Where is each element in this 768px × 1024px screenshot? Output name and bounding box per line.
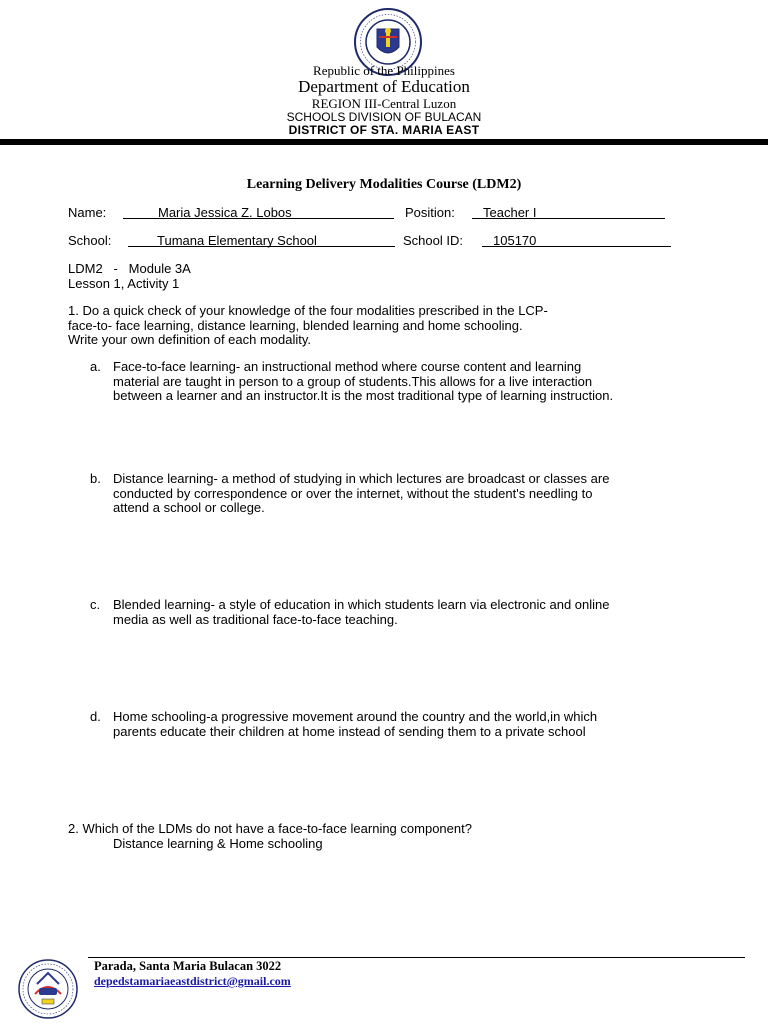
question-2-answer: Distance learning & Home schooling xyxy=(113,836,323,851)
answer-c-line: Blended learning- a style of education in which students learn via electronic and online xyxy=(113,597,610,612)
document-title: Learning Delivery Modalities Course (LDM2) xyxy=(246,177,522,192)
answer-b-line: conducted by correspondence or over the internet, without the student's needling to xyxy=(113,485,593,501)
footer-divider xyxy=(88,957,745,958)
division-label: SCHOOLS DIVISION OF BULACAN xyxy=(286,110,482,124)
answer-d-line: Home schooling-a progressive movement around the country and the world,in which xyxy=(113,709,598,724)
answer-c-line: media as well as traditional face-to-face teaching. xyxy=(113,611,398,627)
module-line: LDM2 - Module 3A xyxy=(68,261,191,276)
school-id-field[interactable]: 105170 xyxy=(493,233,537,248)
name-field[interactable]: Maria Jessica Z. Lobos xyxy=(158,205,292,220)
republic-label: Republic of the Philippines xyxy=(313,63,455,78)
footer-email-link[interactable]: depedstamariaeastdistrict@gmail.com xyxy=(94,974,291,988)
position-field[interactable]: Teacher I xyxy=(483,205,537,220)
answer-a-line: between a learner and an instructor.It is the most traditional type of learning instruction. xyxy=(113,388,614,404)
name-label: Name: xyxy=(68,205,107,220)
answer-a-line: material are taught in person to a group of students.This allows for a live interaction xyxy=(113,373,593,389)
footer-address: Parada, Santa Maria Bulacan 3022 xyxy=(94,959,282,973)
school-field[interactable]: Tumana Elementary School xyxy=(157,233,317,248)
question-2: 2. Which of the LDMs do not have a face-to-face learning component? xyxy=(68,821,472,836)
answer-b-line: attend a school or college. xyxy=(113,500,265,516)
department-name: Department of Education xyxy=(298,77,470,96)
answer-d-line: parents educate their children at home instead of sending them to a private school xyxy=(113,723,586,739)
answer-d-marker: d. xyxy=(90,709,101,724)
answer-a-marker: a. xyxy=(90,359,101,374)
answer-b-marker: b. xyxy=(90,471,101,486)
school-id-label: School ID: xyxy=(403,233,463,248)
school-label: School: xyxy=(68,233,112,248)
question-1-line: face-to- face learning, distance learning, blended learning and home schooling. xyxy=(68,317,523,333)
lesson-line: Lesson 1, Activity 1 xyxy=(68,276,180,291)
answer-c-marker: c. xyxy=(90,597,101,612)
region-label: REGION III-Central Luzon xyxy=(311,96,457,111)
answer-a-line: Face-to-face learning- an instructional method where course content and learning xyxy=(113,359,582,374)
district-logo xyxy=(13,958,83,1020)
question-1 xyxy=(68,304,548,348)
district-label: DISTRICT OF STA. MARIA EAST xyxy=(288,123,480,137)
header-divider xyxy=(0,139,768,145)
position-label: Position: xyxy=(405,205,455,220)
question-1-line: 1. Do a quick check of your knowledge of the four modalities prescribed in the LCP- xyxy=(68,303,548,318)
answer-b-line: Distance learning- a method of studying in which lectures are broadcast or classes are xyxy=(113,471,610,486)
question-1-line: Write your own definition of each modality. xyxy=(68,332,312,348)
